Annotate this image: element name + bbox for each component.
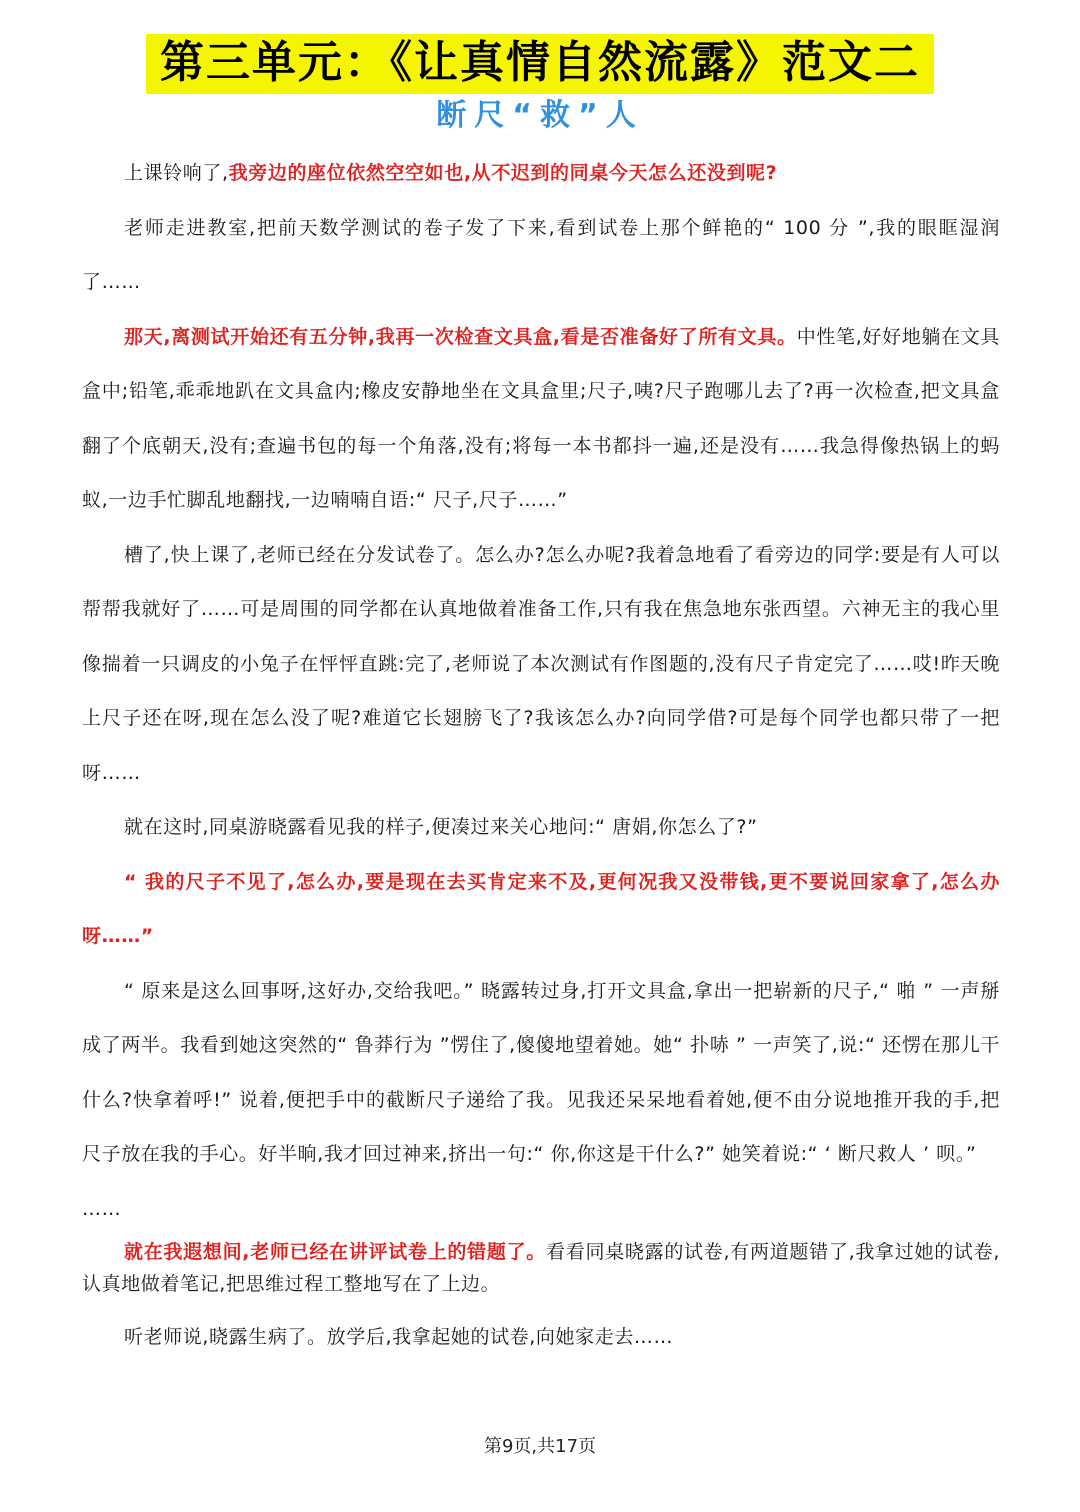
paragraph-text: 看看同桌晓露的试卷,有两道题错了,我拿过她的试卷,认真地做着笔记,把思维过程工整地写在了上边。 <box>82 1241 1000 1295</box>
paragraph-4 <box>82 528 1000 801</box>
essay-body <box>82 146 1000 1365</box>
paragraph-10 <box>82 1310 1000 1365</box>
paragraph-6 <box>82 855 1000 964</box>
page-title: 第三单元：《让真情自然流露》范文二 <box>146 34 934 94</box>
highlighted-text: 就在我遐想间,老师已经在讲评试卷上的错题了。 <box>124 1241 547 1263</box>
paragraph-text: …… <box>82 1197 122 1220</box>
paragraph-7 <box>82 964 1000 1182</box>
paragraph-text: “ 原来是这么回事呀,这好办,交给我吧。” 晓露转过身,打开文具盒,拿出一把崭新的尺子,“ 啪 ” 一声掰成了两半。我看到她这突然的“ 鲁莽行为 ”愣住了,傻傻地望着她。她“ 扑哧 ” 一声笑了,说:“ 还愣在那儿干什么?快拿着呼!” 说着,便把手中的截断尺子递给了我。见我还呆呆地看着她,便不由分说地推开我的手,把尺子放在我的手心。好半晌,我才回过神来,挤出一句:“ 你,你这是干什么?” 她笑着说:“ ‘ 断尺救人 ’ 呗。” <box>82 979 1000 1165</box>
title-container <box>0 34 1080 94</box>
highlighted-text: 我旁边的座位依然空空如也,从不迟到的同桌今天怎么还没到呢? <box>228 162 778 184</box>
paragraph-3 <box>82 310 1000 528</box>
paragraph-text: 槽了,快上课了,老师已经在分发试卷了。怎么办?怎么办呢?我着急地看了看旁边的同学:要是有人可以帮帮我就好了……可是周围的同学都在认真地做着准备工作,只有我在焦急地东张西望。六神无主的我心里像揣着一只调皮的小兔子在怦怦直跳:完了,老师说了本次测试有作图题的,没有尺子肯定完了……哎!昨天晚上尺子还在呀,现在怎么没了呢?难道它长翅膀飞了?我该怎么办?向同学借?可是每个同学也都只带了一把呀…… <box>82 543 1000 784</box>
paragraph-text: 听老师说,晓露生病了。放学后,我拿起她的试卷,向她家走去…… <box>124 1326 674 1348</box>
paragraph-text: 中性笔,好好地躺在文具盒中;铅笔,乖乖地趴在文具盒内;橡皮安静地坐在文具盒里;尺子,咦?尺子跑哪儿去了?再一次检查,把文具盒翻了个底朝天,没有;查遍书包的每一个角落,没有;将每一本书都抖一遍,还是没有……我急得像热锅上的蚂蚁,一边手忙脚乱地翻找,一边喃喃自语:“ 尺子,尺子……” <box>82 325 1001 511</box>
paragraph-2 <box>82 201 1000 310</box>
paragraph-text: 老师走进教室,把前天数学测试的卷子发了下来,看到试卷上那个鲜艳的“ 100 分 ”,我的眼眶湿润了…… <box>82 216 1000 293</box>
essay-subtitle: 断尺“救”人 <box>436 98 644 133</box>
ellipsis-line <box>82 1182 1000 1237</box>
paragraph-text: 上课铃响了, <box>124 162 229 184</box>
paragraph-9 <box>82 1236 1000 1300</box>
highlighted-text: 那天,离测试开始还有五分钟,我再一次检查文具盒,看是否准备好了所有文具。 <box>124 325 797 348</box>
highlighted-text: “ 我的尺子不见了,怎么办,要是现在去买肯定来不及,更何况我又没带钱,更不要说回家拿了,怎么办呀……” <box>82 870 1000 947</box>
paragraph-5 <box>82 800 1000 855</box>
paragraph-1 <box>82 146 1000 201</box>
paragraph-text: 就在这时,同桌游晓露看见我的样子,便凑过来关心地问:“ 唐娟,你怎么了?” <box>124 816 758 838</box>
page-number: 第9页,共17页 <box>483 1436 597 1457</box>
